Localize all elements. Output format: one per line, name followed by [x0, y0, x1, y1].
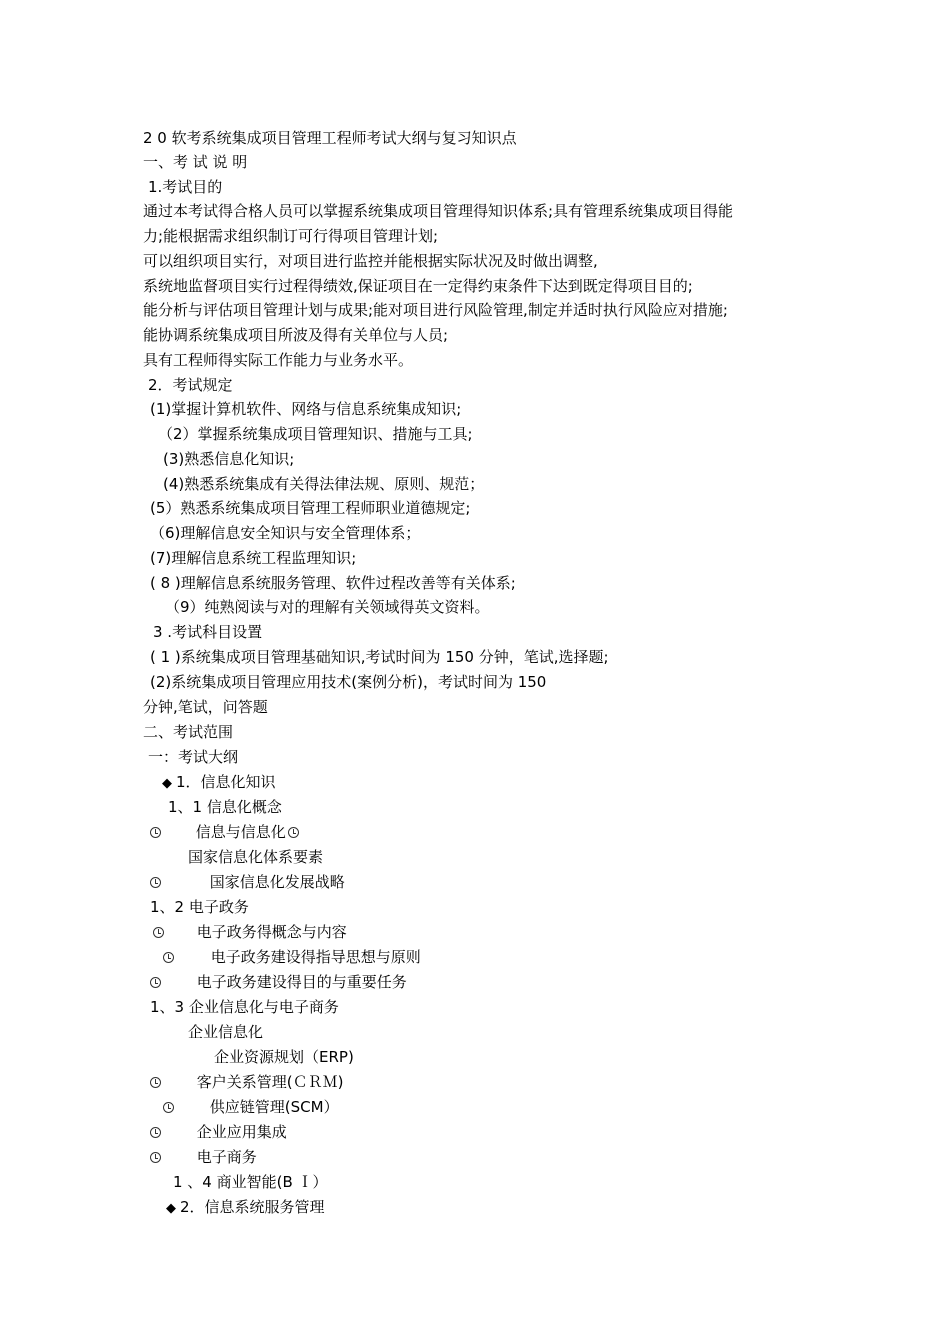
outline-item: 企业信息化	[188, 1023, 264, 1041]
paragraph: 系统地监督项目实行过程得绩效,保证项目在一定得约束条件下达到既定得项目目的;	[143, 277, 693, 295]
clock-icon	[163, 1102, 174, 1113]
clock-icon	[288, 827, 299, 838]
requirement-item: （9）纯熟阅读与对的理解有关领域得英文资料。	[165, 598, 490, 616]
paragraph: 可以组织项目实行，对项目进行监控并能根据实际状况及时做出调整,	[143, 252, 598, 270]
outline-item	[150, 1071, 344, 1095]
chapter-label: 2．信息系统服务管理	[180, 1198, 325, 1216]
clock-icon	[150, 827, 161, 838]
outline-chapter-2	[166, 1196, 325, 1220]
paragraph: 能协调系统集成项目所波及得有关单位与人员;	[143, 326, 449, 344]
paragraph: 力;能根据需求组织制订可行得项目管理计划;	[143, 227, 439, 245]
subject-item: ( 1 )系统集成项目管理基础知识,考试时间为 150 分钟，笔试,选择题;	[150, 648, 609, 666]
paragraph: 具有工程师得实际工作能力与业务水平。	[143, 351, 414, 369]
requirement-item: (1)掌握计算机软件、网络与信息系统集成知识;	[150, 400, 462, 418]
item-label: 信息与信息化	[195, 823, 286, 841]
requirement-item: ( 8 )理解信息系统服务管理、软件过程改善等有关体系;	[150, 574, 516, 592]
doc-title: 2 0 软考系统集成项目管理工程师考试大纲与复习知识点	[143, 129, 517, 147]
item-label: 供应链管理(SCM）	[209, 1098, 339, 1116]
item-label: 客户关系管理(ＣＲＭ)	[196, 1073, 344, 1091]
item-label: 电子商务	[196, 1148, 257, 1166]
outline-item: 国家信息化体系要素	[188, 848, 324, 866]
chapter-label: 1．信息化知识	[176, 773, 276, 791]
clock-icon	[153, 927, 164, 938]
subject-item: (2)系统集成项目管理应用技术(案例分析)，考试时间为 150	[150, 673, 547, 691]
diamond-bullet-icon: ◆	[166, 1201, 176, 1216]
requirement-item: (4)熟悉系统集成有关得法律法规、原则、规范；	[163, 475, 485, 493]
outline-item	[150, 821, 299, 845]
exam-requirements-heading: 2．考试规定	[148, 376, 233, 394]
requirement-item: (3)熟悉信息化知识;	[163, 450, 295, 468]
requirement-item: （6)理解信息安全知识与安全管理体系；	[150, 524, 421, 542]
clock-icon	[163, 952, 174, 963]
outline-item	[150, 1146, 257, 1170]
item-label: 电子政务建设得指导思想与原则	[210, 948, 421, 966]
outline-item	[150, 971, 407, 995]
item-label: 国家信息化发展战略	[209, 873, 345, 891]
clock-icon	[150, 877, 161, 888]
clock-icon	[150, 977, 161, 988]
outline-section: 1、2 电子政务	[150, 898, 249, 916]
outline-item	[163, 1096, 339, 1120]
outline-item	[153, 921, 347, 945]
paragraph: 通过本考试得合格人员可以掌握系统集成项目管理得知识体系;具有管理系统集成项目得能	[143, 202, 734, 220]
outline-item	[150, 871, 345, 895]
subjects-heading: 3 .考试科目设置	[153, 623, 263, 641]
outline-chapter-1	[162, 771, 276, 795]
item-label: 企业应用集成	[196, 1123, 287, 1141]
requirement-item: （2）掌握系统集成项目管理知识、措施与工具;	[158, 425, 473, 443]
outline-section: 1、1 信息化概念	[168, 798, 282, 816]
item-label: 电子政务建设得目的与重要任务	[196, 973, 407, 991]
section-2-heading: 二、考试范围	[143, 723, 234, 741]
requirement-item: (5）熟悉系统集成项目管理工程师职业道德规定;	[150, 499, 471, 517]
requirement-item: (7)理解信息系统工程监理知识;	[150, 549, 357, 567]
paragraph: 能分析与评估项目管理计划与成果;能对项目进行风险管理,制定并适时执行风险应对措施;	[143, 301, 728, 319]
clock-icon	[150, 1077, 161, 1088]
outline-item	[163, 946, 421, 970]
outline-heading: 一：考试大纲	[148, 748, 239, 766]
outline-item: 企业资源规划（ERP)	[214, 1048, 354, 1066]
outline-section: 1 、4 商业智能(B Ｉ）	[173, 1173, 328, 1191]
clock-icon	[150, 1152, 161, 1163]
item-label: 电子政务得概念与内容	[196, 923, 347, 941]
exam-purpose-heading: 1.考试目的	[148, 178, 223, 196]
subject-item-continued: 分钟,笔试，问答题	[143, 698, 268, 716]
outline-item	[150, 1121, 287, 1145]
clock-icon	[150, 1127, 161, 1138]
diamond-bullet-icon: ◆	[162, 776, 172, 791]
section-1-heading: 一、考 试 说 明	[143, 153, 248, 171]
outline-section: 1、3 企业信息化与电子商务	[150, 998, 339, 1016]
